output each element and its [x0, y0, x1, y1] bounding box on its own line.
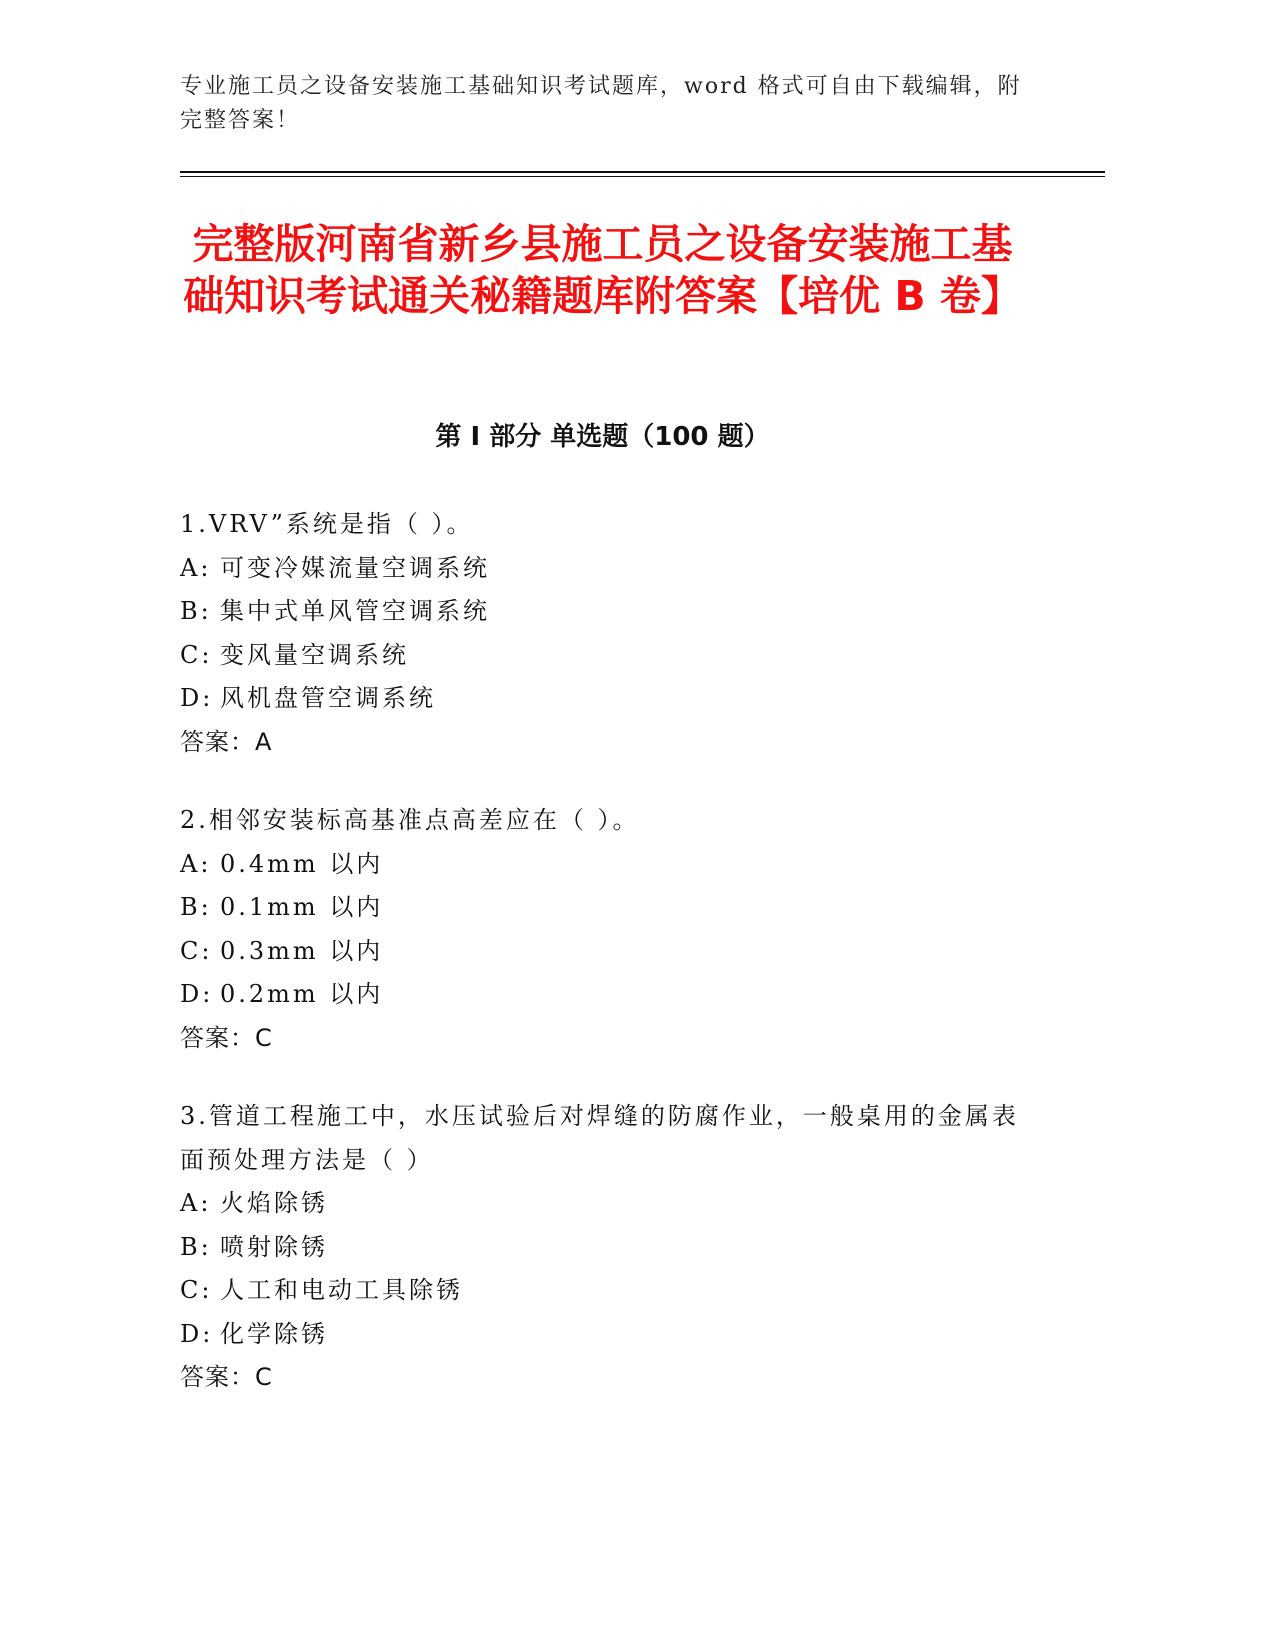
- answer-prefix: 答案：: [180, 1363, 255, 1391]
- option-text: 0.1mm 以内: [220, 893, 384, 921]
- option-c: [180, 930, 1040, 974]
- answer-line: [180, 721, 1040, 765]
- option-key: C:: [180, 1276, 213, 1304]
- option-key: D:: [180, 684, 214, 712]
- header-divider-thin: [180, 176, 1105, 177]
- option-text: 喷射除锈: [220, 1232, 328, 1261]
- answer-prefix: 答案：: [180, 1023, 255, 1052]
- answer-line: [180, 1356, 1040, 1400]
- option-key: B:: [180, 597, 212, 625]
- option-text: 0.2mm 以内: [220, 980, 384, 1008]
- answer-value: C: [255, 1023, 273, 1052]
- option-b: [180, 886, 1040, 930]
- option-text: 火焰除锈: [220, 1189, 328, 1217]
- option-text: 集中式单风管空调系统: [220, 597, 490, 625]
- option-text: 化学除锈: [220, 1319, 328, 1348]
- answer-value: C: [255, 1363, 273, 1391]
- option-key: B:: [180, 1232, 212, 1261]
- option-key: A:: [180, 1189, 212, 1217]
- header-note: 专业施工员之设备安装施工基础知识考试题库，word 格式可自由下载编辑，附完整答案！: [180, 74, 1022, 133]
- option-a: [180, 1182, 1040, 1226]
- option-key: B:: [180, 893, 212, 921]
- document-title: 完整版河南省新乡县施工员之设备安装施工基础知识考试通关秘籍题库附答案【培优 B 卷】: [183, 220, 1022, 320]
- section-heading: 第 I 部分 单选题（100 题）: [435, 422, 770, 452]
- option-a: [180, 547, 1040, 591]
- option-key: D:: [180, 1319, 214, 1348]
- question-1: [180, 503, 1040, 764]
- option-key: C:: [180, 640, 213, 669]
- header-divider-thick: [180, 171, 1105, 173]
- option-a: [180, 843, 1040, 887]
- option-text: 可变冷媒流量空调系统: [220, 553, 490, 582]
- option-d: [180, 677, 1040, 721]
- option-c: [180, 1269, 1040, 1313]
- question-stem: 1.VRV”系统是指（ ）。: [180, 510, 474, 538]
- option-d: [180, 973, 1040, 1017]
- option-key: A:: [180, 553, 212, 582]
- option-d: [180, 1313, 1040, 1357]
- option-text: 人工和电动工具除锈: [220, 1276, 463, 1304]
- question-3: [180, 1095, 1040, 1400]
- option-b: [180, 1226, 1040, 1270]
- option-b: [180, 590, 1040, 634]
- option-key: C:: [180, 936, 213, 965]
- option-text: 风机盘管空调系统: [220, 684, 436, 712]
- question-stem: 2.相邻安装标高基准点高差应在（ ）。: [180, 806, 640, 834]
- option-text: 0.4mm 以内: [220, 849, 384, 878]
- option-key: A:: [180, 849, 212, 878]
- question-list: [180, 503, 1040, 1435]
- option-text: 0.3mm 以内: [220, 936, 384, 965]
- option-text: 变风量空调系统: [220, 640, 409, 669]
- question-stem: 3.管道工程施工中，水压试验后对焊缝的防腐作业，一般桌用的金属表面预处理方法是（ ）: [180, 1102, 1019, 1174]
- answer-value: A: [255, 727, 273, 756]
- answer-prefix: 答案：: [180, 727, 255, 756]
- option-key: D:: [180, 980, 214, 1008]
- question-2: [180, 799, 1040, 1060]
- answer-line: [180, 1017, 1040, 1061]
- option-c: [180, 634, 1040, 678]
